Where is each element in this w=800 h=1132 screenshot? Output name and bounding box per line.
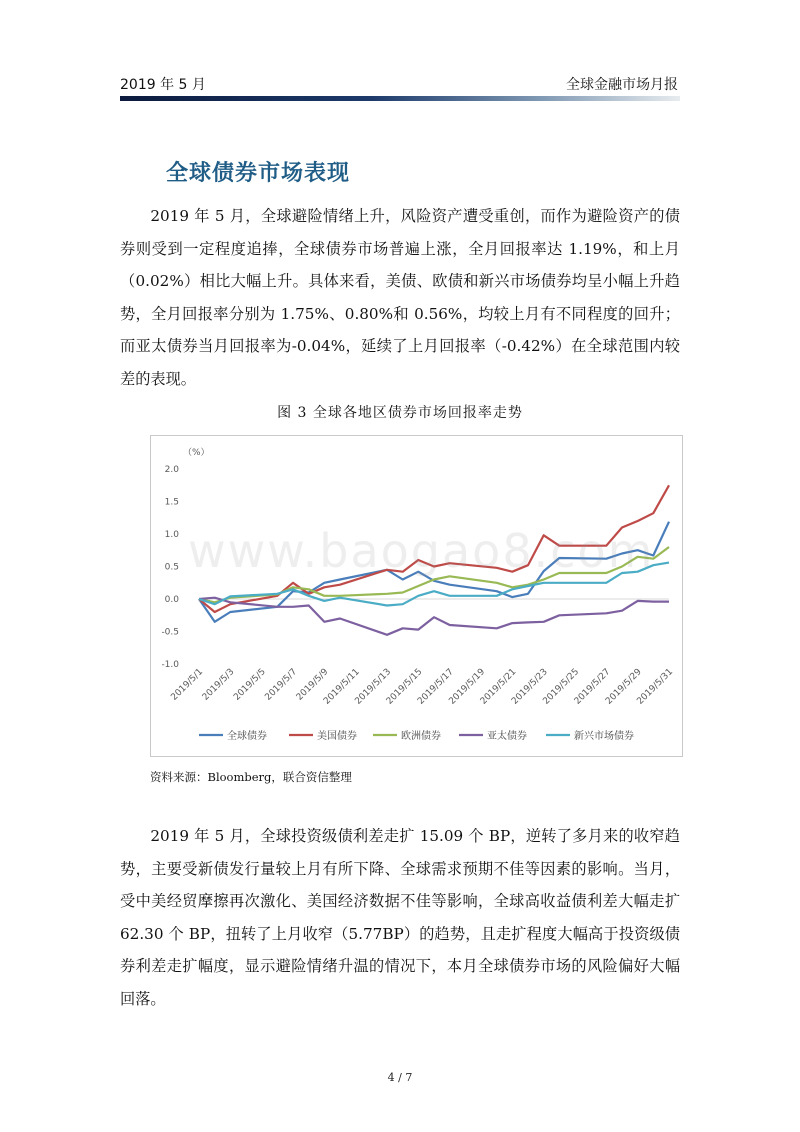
paragraph-credit-spreads: 2019 年 5 月，全球投资级债利差走扩 15.09 个 BP，逆转了多月来的收窄趋势，主要受新债发行量较上月有所下降、全球需求预期不佳等因素的影响。当月，受中美经贸摩擦再次激化、美国经济数据不佳等影响，全球高收益债利差大幅走扩 62.30 个 BP，扭转了上月收窄（5.77BP）的趋势，且走扩程度大幅高于投资级债券利差走扩幅度，显示避险情绪升温的情况下，本月全球债券市场的风险偏好大幅回落。	[120, 827, 680, 1008]
x-tick-label: 2019/5/17	[416, 667, 456, 707]
y-tick-label: 0.5	[164, 562, 179, 573]
page-number: 4 / 7	[387, 1071, 413, 1084]
x-tick-label: 2019/5/15	[384, 667, 425, 707]
y-tick-label: 2.0	[164, 465, 179, 475]
series-line-3	[199, 598, 669, 635]
header-report-title: 全球金融市场月报	[566, 77, 678, 93]
x-tick-label: 2019/5/19	[447, 667, 488, 707]
x-tick-label: 2019/5/5	[232, 667, 268, 703]
x-tick-label: 2019/5/9	[294, 667, 331, 703]
figure-caption: 图 3 全球各地区债券市场回报率走势	[277, 405, 523, 421]
y-tick-label: 0.0	[164, 595, 179, 605]
source-note: 资料来源：Bloomberg，联合资信整理	[150, 770, 352, 784]
bond-return-chart	[150, 435, 683, 757]
header-date: 2019 年 5 月	[120, 77, 206, 93]
x-tick-label: 2019/5/11	[322, 667, 362, 707]
legend-label-1: 美国债券	[317, 731, 357, 742]
y-tick-label: 1.0	[164, 530, 179, 540]
x-tick-label: 2019/5/1	[169, 667, 206, 703]
x-tick-label: 2019/5/23	[510, 667, 550, 707]
x-tick-label: 2019/5/21	[478, 667, 519, 707]
legend-label-0: 全球债券	[227, 731, 267, 742]
y-tick-label: -0.5	[161, 627, 179, 638]
x-tick-label: 2019/5/7	[263, 667, 300, 703]
y-tick-label: -1.0	[161, 660, 179, 670]
legend-label-4: 新兴市场债券	[574, 731, 634, 742]
x-tick-label: 2019/5/31	[635, 667, 676, 707]
x-tick-label: 2019/5/13	[353, 667, 394, 707]
x-tick-label: 2019/5/27	[572, 667, 613, 707]
x-tick-label: 2019/5/29	[604, 667, 644, 707]
legend-label-2: 欧洲债券	[401, 731, 441, 742]
x-tick-label: 2019/5/25	[541, 667, 582, 707]
y-unit-label: （%）	[183, 448, 210, 458]
section-title: 全球债券市场表现	[166, 161, 351, 186]
header-rule	[120, 96, 680, 101]
watermark: www.baogao8.com	[188, 524, 655, 578]
y-tick-label: 1.5	[164, 497, 179, 508]
paragraph-bond-market-overview: 2019 年 5 月，全球避险情绪上升，风险资产遭受重创，而作为避险资产的债券则受到一定程度追捧，全球债券市场普遍上涨，全月回报率达 1.19%，和上月（0.02%）相比大幅上升。具体来看，美债、欧债和新兴市场债券均呈小幅上升趋势，全月回报率分别为 1.75%、0.80%和 0.56%，均较上月有不同程度的回升；而亚太债券当月回报率为-0.04%，延续了上月回报率（-0.42%）在全球范围内较差的表现。	[120, 207, 680, 388]
x-tick-label: 2019/5/3	[200, 667, 237, 703]
legend-label-3: 亚太债券	[487, 731, 527, 742]
chart-svg	[151, 436, 682, 756]
